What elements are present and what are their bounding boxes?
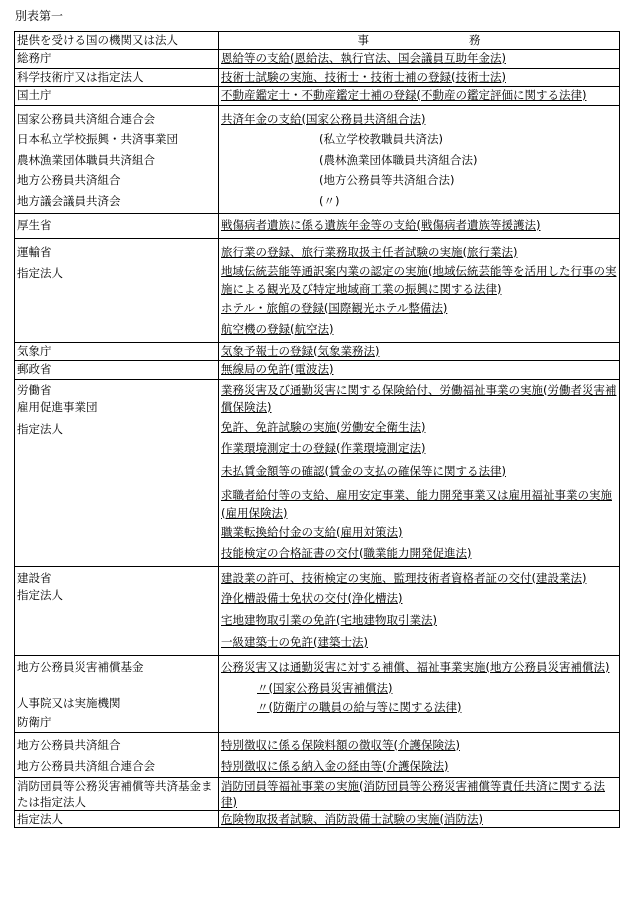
service: 航空機の登録(航空法) [221, 321, 334, 336]
agency: 日本私立学校振興・共済事業団 [17, 132, 178, 146]
service: 〃(防衛庁の職員の給与等に関する法律) [257, 699, 462, 714]
table-row [15, 50, 620, 69]
service: 浄化槽設備士免状の交付(浄化槽法) [221, 591, 403, 605]
agency: 国土庁 [17, 88, 52, 102]
table-row [15, 656, 620, 733]
agency: 指定法人 [17, 811, 63, 826]
service: 宅地建物取引業の免許(宅地建物取引業法) [221, 613, 437, 627]
agency: 運輸省 [17, 244, 52, 259]
agency: 国家公務員共済組合連合会 [17, 111, 155, 126]
agency: 地方議会議員共済会 [17, 193, 121, 208]
agency: 地方公務員共済組合 [17, 173, 121, 187]
service: 未払賃金額等の確認(賃金の支払の確保等に関する法律) [221, 463, 506, 478]
agency: 郵政省 [17, 362, 52, 376]
header-left: 提供を受ける国の機関又は法人 [15, 32, 219, 50]
agency: 総務庁 [17, 51, 52, 65]
service: 技術士試験の実施、技術士・技術士補の登録(技術士法) [221, 69, 506, 84]
table-row [15, 810, 620, 827]
table-row [15, 342, 620, 361]
table-row [15, 238, 620, 342]
service: ホテル・旅館の登録(国際観光ホテル整備法) [221, 300, 448, 315]
table-row [15, 777, 620, 810]
table-row [15, 87, 620, 106]
service: 建設業の許可、技術検定の実施、監理技術者資格者証の交付(建設業法) [221, 570, 587, 585]
agency: 指定法人 [17, 265, 63, 280]
agency: 地方公務員共済組合連合会 [17, 758, 155, 773]
service: 恩給等の支給(恩給法、執行官法、国会議員互助年金法) [221, 51, 506, 65]
service: 危険物取扱者試験、消防設備士試験の実施(消防法) [221, 811, 483, 826]
service: 求職者給付等の支給、雇用安定事業、能力開発事業又は雇用福祉事業の実施(雇用保険法) [221, 487, 612, 520]
agency: 地方公務員共済組合 [17, 737, 121, 752]
service: 地域伝統芸能等通訳案内業の認定の実施(地域伝統芸能等を活用した行事の実施による観光及び特定地域商工業の振興に関する法律) [221, 263, 617, 296]
service: 特別徴収に係る納入金の経由等(介護保険法) [221, 758, 449, 773]
agency: 厚生省 [17, 218, 52, 232]
agency: 労働省 [17, 382, 52, 397]
service: (私立学校教職員共済法) [319, 132, 443, 146]
service: 職業転換給付金の支給(雇用対策法) [221, 524, 403, 539]
page-title: 別表第一 [15, 9, 64, 23]
service: 公務災害又は通勤災害に対する補償、福祉事業実施(地方公務員災害補償法) [221, 660, 610, 674]
agency: 建設省 [17, 570, 52, 585]
agency: 雇用促進事業団 [17, 400, 98, 414]
service: 旅行業の登録、旅行業務取扱主任者試験の実施(旅行業法) [221, 244, 518, 259]
agency: 指定法人 [17, 588, 63, 602]
service: 無線局の免許(電波法) [221, 362, 334, 376]
table-row [15, 214, 620, 239]
service: 作業環境測定士の登録(作業環境測定法) [221, 440, 426, 455]
table-row [15, 361, 620, 380]
service: 業務災害及び通勤災害に関する保険給付、労働福祉事業の実施(労働者災害補償保険法) [221, 382, 617, 414]
header-right [219, 32, 620, 50]
header-right-b: 務 [469, 33, 481, 47]
service: 戦傷病者遺族に係る遺族年金等の支給(戦傷病者遺族等援護法) [221, 218, 541, 232]
table-row [15, 68, 620, 87]
service: 不動産鑑定士・不動産鑑定士補の登録(不動産の鑑定評価に関する法律) [221, 88, 587, 102]
header-right-a: 事 [357, 33, 369, 47]
service: 〃(国家公務員災害補償法) [257, 680, 393, 695]
agency: 科学技術庁又は指定法人 [17, 69, 144, 84]
service: (地方公務員等共済組合法) [319, 173, 455, 187]
table-row [15, 566, 620, 656]
service: 共済年金の支給(国家公務員共済組合法) [221, 111, 426, 126]
service: 技能検定の合格証書の交付(職業能力開発促進法) [221, 545, 472, 560]
agency: 人事院又は実施機関 [17, 695, 121, 710]
table-header-row [15, 32, 620, 50]
service: 特別徴収に係る保険料額の徴収等(介護保険法) [221, 737, 460, 752]
table-row [15, 379, 620, 566]
service: (〃) [319, 193, 340, 208]
agency: 防衛庁 [17, 714, 52, 729]
service: 一級建築士の免許(建築士法) [221, 635, 368, 649]
table-row [15, 105, 620, 214]
service: 免許、免許試験の実施(労働安全衛生法) [221, 419, 426, 434]
service: (農林漁業団体職員共済組合法) [319, 152, 478, 167]
service-table [14, 31, 620, 828]
table-row [15, 732, 620, 777]
agency: 気象庁 [17, 343, 52, 358]
agency: 消防団員等公務災害補償等共済基金または指定法人 [17, 778, 213, 809]
agency: 指定法人 [17, 421, 63, 436]
service: 消防団員等福祉事業の実施(消防団員等公務災害補償等責任共済に関する法律) [221, 778, 605, 809]
agency: 農林漁業団体職員共済組合 [17, 152, 155, 167]
agency: 地方公務員災害補償基金 [17, 660, 144, 674]
service: 気象予報士の登録(気象業務法) [221, 343, 380, 358]
